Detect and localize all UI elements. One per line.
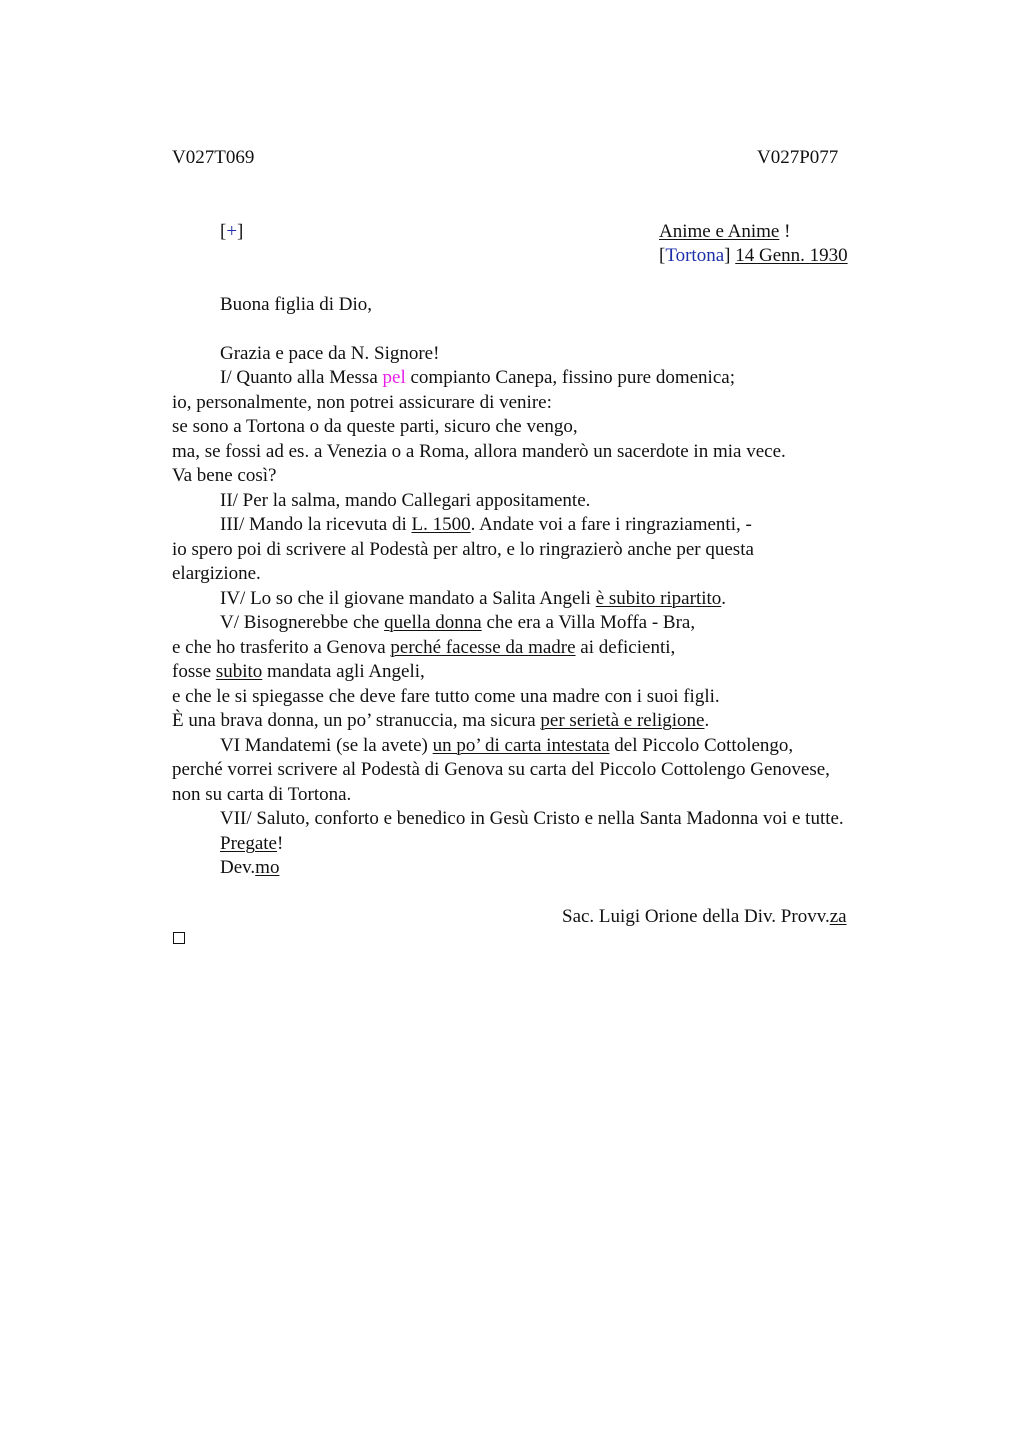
text-run: È una brava donna, un po’ stranuccia, ma sicura [172, 710, 541, 731]
salutation: Buona figlia di Dio, [220, 294, 372, 315]
underlined-text: Pregate [220, 833, 277, 854]
underlined-text: quella donna [384, 612, 482, 633]
text-run: V/ Bisognerebbe che [220, 612, 385, 633]
letter-date: 14 Genn. 1930 [735, 245, 848, 266]
text-run: che era a Villa Moffa - Bra, [481, 612, 696, 633]
body-line [220, 832, 283, 856]
text-run: ! [276, 833, 284, 854]
body-line: elargizione. [172, 563, 261, 584]
place-date [659, 244, 848, 268]
body-line: II/ Per la salma, mando Callegari appositamente. [220, 490, 591, 511]
text-run: del Piccolo Cottolengo, [609, 735, 794, 756]
body-line: perché vorrei scrivere al Podestà di Genova su carta del Piccolo Cottolengo Genovese, [172, 759, 830, 780]
cross-close-bracket: ] [237, 221, 244, 242]
cross-icon: + [226, 221, 238, 242]
text-run: III/ Mando la ricevuta di [220, 514, 412, 535]
cross-mark [220, 220, 243, 244]
body-line [220, 587, 726, 611]
text-run: . [721, 588, 727, 609]
body-line: VII/ Saluto, conforto e benedico in Gesù Cristo e nella Santa Madonna voi e tutte. [220, 808, 844, 829]
letter-title-text: Anime e Anime [659, 221, 780, 242]
body-line [172, 660, 425, 684]
letter-title [659, 220, 790, 244]
body-line: io spero poi di scrivere al Podestà per altro, e lo ringrazierò anche per questa [172, 539, 754, 560]
document-code-right: V027P077 [757, 147, 839, 168]
body-line: io, personalmente, non potrei assicurare di venire: [172, 392, 552, 413]
text-run: mandata agli Angeli, [262, 661, 425, 682]
body-line [220, 513, 752, 537]
body-line: ma, se fossi ad es. a Venezia o a Roma, allora manderò un sacerdote in mia vece. [172, 441, 786, 462]
place-open-bracket: [ [659, 245, 666, 266]
signature [562, 905, 847, 929]
underlined-text: L. 1500 [411, 514, 471, 535]
underlined-text: è subito ripartito [595, 588, 722, 609]
empty-square-icon [173, 932, 185, 944]
text-run: I/ Quanto alla Messa [220, 367, 383, 388]
text-run: compianto Canepa, fissino pure domenica; [405, 367, 735, 388]
signature-text: Sac. Luigi Orione della Div. Provv. [562, 906, 830, 927]
body-line: non su carta di Tortona. [172, 784, 352, 805]
body-line: e che le si spiegasse che deve fare tutto come una madre con i suoi figli. [172, 686, 720, 707]
text-run: e che ho trasferito a Genova [172, 637, 391, 658]
greeting: Grazia e pace da N. Signore! [220, 343, 440, 364]
text-run: IV/ Lo so che il giovane mandato a Salita Angeli [220, 588, 596, 609]
underlined-text: perché facesse da madre [390, 637, 576, 658]
text-run: ai deficienti, [575, 637, 676, 658]
underlined-text: un po’ di carta intestata [432, 735, 610, 756]
text-run: . [704, 710, 710, 731]
body-line [220, 734, 793, 758]
body-line [172, 709, 709, 733]
underlined-text: mo [255, 857, 280, 878]
document-code-left: V027T069 [172, 147, 255, 168]
body-line [172, 636, 675, 660]
closing-devotion [220, 856, 279, 880]
place-close-bracket: ] [724, 245, 731, 266]
body-line: Va bene così? [172, 465, 277, 486]
text-run: Dev. [220, 857, 256, 878]
text-run: fosse [172, 661, 216, 682]
highlighted-word: pel [382, 367, 406, 388]
letter-title-exclamation: ! [779, 221, 791, 242]
text-run: . Andate voi a fare i ringraziamenti, - [470, 514, 752, 535]
body-line: se sono a Tortona o da queste parti, sicuro che vengo, [172, 416, 578, 437]
body-line [220, 366, 735, 390]
place-name: Tortona [665, 245, 725, 266]
underlined-text: per serietà e religione [540, 710, 705, 731]
underlined-text: subito [215, 661, 263, 682]
text-run: VI Mandatemi (se la avete) [220, 735, 433, 756]
signature-suffix: za [829, 906, 847, 927]
body-line [220, 611, 695, 635]
cross-open-bracket: [ [220, 221, 227, 242]
